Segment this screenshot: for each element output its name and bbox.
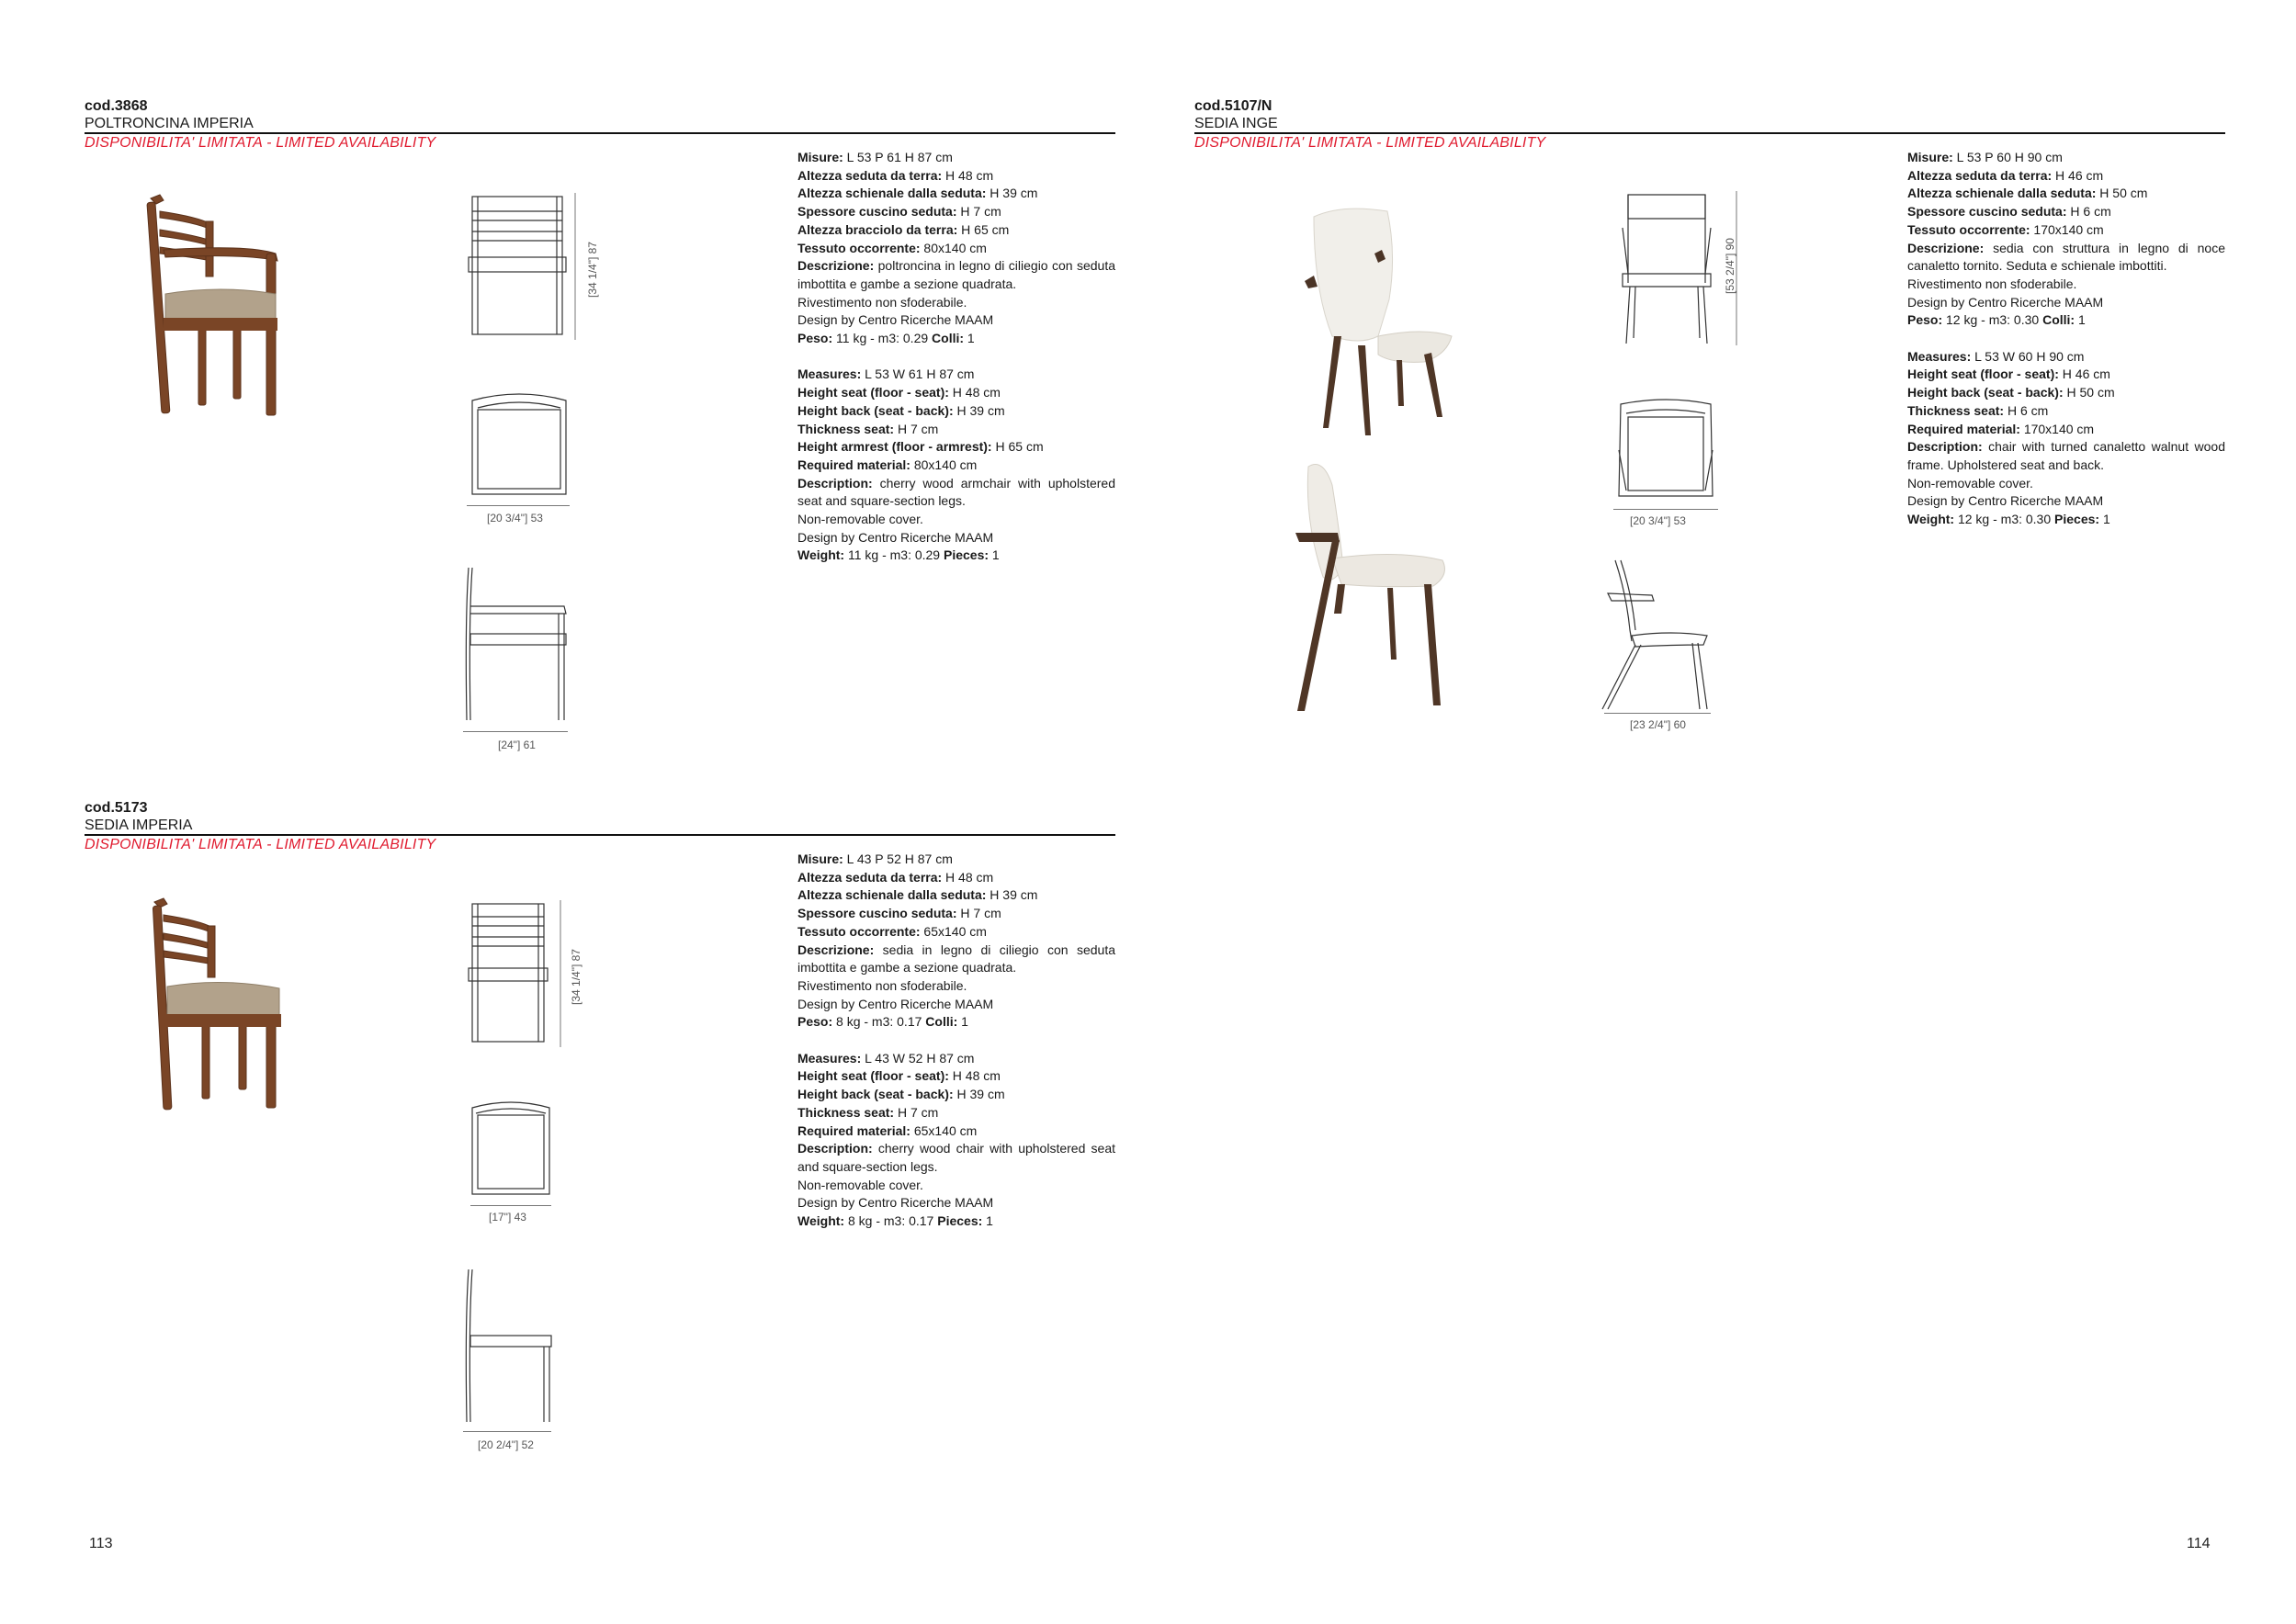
spec-measures-en: Measures: L 53 W 60 H 90 cm [1907,348,2085,364]
height-dimension: [53 2/4"] 90 [1724,238,1736,294]
width-dimension: [17"] 43 [489,1211,526,1224]
spec-description: Descrizione: sedia in legno di ciliegio con seduta imbottita e gambe a sezione quadrata. [797,942,1115,976]
front-drawing [467,193,577,340]
spec-material-en: Required material: 65x140 cm [797,1122,978,1138]
depth-dimension-line [463,1431,551,1432]
spec-weight-en: Weight: 11 kg - m3: 0.29 Pieces: 1 [797,547,1000,563]
spec-cover: Rivestimento non sfoderabile. [1907,276,2077,291]
spec-material-en: Required material: 170x140 cm [1907,421,2095,436]
chair-photo [149,895,296,1115]
product-name: SEDIA IMPERIA [85,818,193,833]
spec-back-height-en: Height back (seat - back): H 50 cm [1907,385,2115,400]
spec-weight: Peso: 8 kg - m3: 0.17 Colli: 1 [797,1014,968,1030]
spec-design: Design by Centro Ricerche MAAM [1907,294,2104,310]
spec-fabric: Tessuto occorrente: 170x140 cm [1907,221,2104,237]
spec-material-en: Required material: 80x140 cm [797,457,978,472]
spec-block [797,149,1115,565]
product-code: cod.5107/N [1194,98,1272,114]
spec-cushion: Spessore cuscino seduta: H 6 cm [1907,204,2111,220]
spec-cover-en: Non-removable cover. [797,1177,923,1192]
spec-design-en: Design by Centro Ricerche MAAM [797,529,994,545]
availability-note: DISPONIBILITA' LIMITATA - LIMITED AVAILABILITY [1194,135,1546,151]
width-dimension-line [467,505,570,506]
height-dimension: [34 1/4"] 87 [586,242,599,298]
side-drawing [463,564,570,729]
product-name: POLTRONCINA IMPERIA [85,116,254,131]
top-drawing [469,391,570,502]
depth-dimension: [24"] 61 [498,739,536,751]
spec-armrest: Altezza bracciolo da terra: H 65 cm [797,221,1010,237]
width-dimension-line [470,1205,551,1206]
spec-weight-en: Weight: 12 kg - m3: 0.30 Pieces: 1 [1907,512,2110,527]
spec-seat-height: Altezza seduta da terra: H 46 cm [1907,167,2104,183]
spec-cushion: Spessore cuscino seduta: H 7 cm [797,906,1001,921]
product-5173 [85,799,1115,1451]
top-drawing [469,1099,553,1200]
spec-thickness-en: Thickness seat: H 7 cm [797,1104,939,1120]
chair-photo-side [1286,457,1470,715]
depth-dimension-line [1604,713,1711,714]
spec-misure: Misure: L 53 P 61 H 87 cm [797,150,953,164]
product-code: cod.5173 [85,800,148,816]
page-number-left: 113 [89,1536,113,1551]
side-drawing [1599,557,1718,713]
chair-photo-front [1286,198,1470,437]
depth-dimension: [23 2/4"] 60 [1630,718,1686,731]
depth-dimension: [20 2/4"] 52 [478,1438,534,1451]
depth-dimension-line [463,731,568,732]
spec-seat-height: Altezza seduta da terra: H 48 cm [797,167,994,183]
spec-fabric: Tessuto occorrente: 80x140 cm [797,240,987,255]
width-dimension-line [1613,509,1718,510]
armchair-photo [138,189,303,419]
spec-back-height: Altezza schienale dalla seduta: H 50 cm [1907,186,2148,201]
spec-measures-en: Measures: L 43 W 52 H 87 cm [797,1050,975,1066]
spec-back-height: Altezza schienale dalla seduta: H 39 cm [797,887,1038,903]
width-dimension: [20 3/4"] 53 [487,512,543,524]
front-drawing [467,900,568,1047]
spec-seat-height-en: Height seat (floor - seat): H 48 cm [797,385,1001,400]
spec-seat-height-en: Height seat (floor - seat): H 46 cm [1907,367,2110,382]
spec-design: Design by Centro Ricerche MAAM [797,312,994,328]
spec-description-en: Description: cherry wood armchair with upholstered seat and square-section legs. [797,475,1115,509]
spec-description: Descrizione: sedia con struttura in legno di noce canaletto tornito. Seduta e schienale imbottiti. [1907,240,2225,274]
availability-note: DISPONIBILITA' LIMITATA - LIMITED AVAILABILITY [85,837,436,852]
spec-design: Design by Centro Ricerche MAAM [797,996,994,1011]
spec-cover-en: Non-removable cover. [797,512,923,527]
height-dimension: [34 1/4"] 87 [570,949,582,1005]
spec-cover: Rivestimento non sfoderabile. [797,294,967,310]
product-code: cod.3868 [85,98,148,114]
spec-thickness-en: Thickness seat: H 7 cm [797,421,939,436]
spec-design-en: Design by Centro Ricerche MAAM [797,1195,994,1211]
spec-fabric: Tessuto occorrente: 65x140 cm [797,923,987,939]
spec-back-height-en: Height back (seat - back): H 39 cm [797,402,1005,418]
spec-weight: Peso: 11 kg - m3: 0.29 Colli: 1 [797,331,975,346]
spec-description-en: Description: cherry wood chair with upholstered seat and square-section legs. [797,1141,1115,1174]
spec-misure: Misure: L 43 P 52 H 87 cm [797,851,953,866]
page-number-right: 114 [2187,1536,2211,1551]
spec-armrest-en: Height armrest (floor - armrest): H 65 cm [797,439,1044,455]
product-5107n [1194,97,2225,731]
spec-thickness-en: Thickness seat: H 6 cm [1907,402,2049,418]
top-drawing [1612,395,1722,505]
spec-weight: Peso: 12 kg - m3: 0.30 Colli: 1 [1907,312,2086,328]
spec-seat-height-en: Height seat (floor - seat): H 48 cm [797,1068,1001,1084]
product-name: SEDIA INGE [1194,116,1278,131]
availability-note: DISPONIBILITA' LIMITATA - LIMITED AVAILABILITY [85,135,436,151]
spec-cover: Rivestimento non sfoderabile. [797,977,967,993]
spec-block [1907,149,2225,529]
spec-design-en: Design by Centro Ricerche MAAM [1907,493,2104,509]
side-drawing [463,1266,555,1431]
spec-seat-height: Altezza seduta da terra: H 48 cm [797,869,994,885]
product-3868 [85,97,1115,751]
width-dimension: [20 3/4"] 53 [1630,514,1686,527]
spec-description-en: Description: chair with turned canaletto walnut wood frame. Upholstered seat and back. [1907,439,2225,472]
spec-description: Descrizione: poltroncina in legno di ciliegio con seduta imbottita e gambe a sezione quadrata. [797,258,1115,291]
spec-weight-en: Weight: 8 kg - m3: 0.17 Pieces: 1 [797,1213,993,1229]
spec-cover-en: Non-removable cover. [1907,475,2033,491]
spec-measures-en: Measures: L 53 W 61 H 87 cm [797,367,975,382]
spec-misure: Misure: L 53 P 60 H 90 cm [1907,150,2063,164]
spec-back-height: Altezza schienale dalla seduta: H 39 cm [797,186,1038,201]
spec-cushion: Spessore cuscino seduta: H 7 cm [797,204,1001,220]
spec-block [797,851,1115,1231]
spec-back-height-en: Height back (seat - back): H 39 cm [797,1087,1005,1102]
